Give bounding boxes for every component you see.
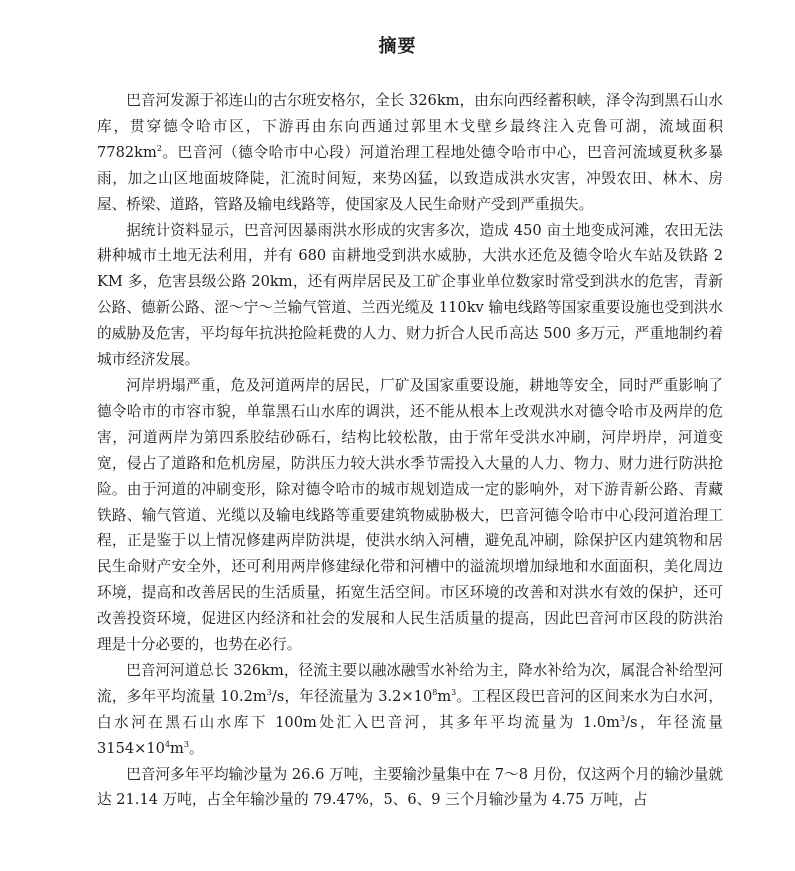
- paragraph: [97, 658, 723, 762]
- text-segment: 。巴音河（德令哈市中心段）河道治理工程地处德令哈市中心，巴音河流域夏秋多暴雨，加之山区地面坡降陡，汇流时间短，来势凶猛，以致造成洪水灾害，冲毁农田、林木、房屋、桥梁、道路，管路及输电线路等，使国家及人民生命财产受到严重损失。: [97, 143, 723, 213]
- text-segment: /s，年径流量为 3.2×10: [271, 687, 433, 705]
- page-title: 摘要: [378, 36, 417, 57]
- paragraph: [97, 218, 723, 373]
- paragraph: [97, 88, 723, 218]
- text-segment: m: [170, 739, 184, 757]
- text-segment: 。工程区段巴音河的区间来水为白水河，白水河在黑石山水库下 100m处汇入巴音河，其多年平均流量为 1.0m: [97, 687, 723, 731]
- abstract-body: [97, 88, 723, 813]
- text-segment: m: [437, 687, 452, 705]
- superscript: 2: [156, 143, 162, 153]
- text-segment: 河岸坍塌严重，危及河道两岸的居民，厂矿及国家重要设施，耕地等安全，同时严重影响了德令哈市的市容市貌，单靠黑石山水库的调洪，还不能从根本上改观洪水对德令哈市及两岸的危害，河道两岸为第四系胶结砂砾石，结构比较松散，由于常年受洪水冲刷，河岸坍岸，河道变宽，侵占了道路和危机房屋，防洪压力较大洪水季节需投入大量的人力、物力、财力进行防洪抢险。由于河道的冲刷变形，除对德令哈市的城市规划造成一定的影响外，对下游青新公路、青藏铁路、输气管道、光缆以及输电线路等重要建筑物威胁极大，巴音河德令哈市中心段河道治理工程，正是鉴于以上情况修建两岸防洪堤，使洪水纳入河槽，避免乱冲刷，除保护区内建筑物和居民生命财产安全外，还可利用两岸修建绿化带和河槽中的溢流坝增加绿地和水面面积，美化周边环境，提高和改善居民的生活质量，拓宽生活空间。市区环境的改善和对洪水有效的保护，还可改善投资环境，促进区内经济和社会的发展和人民生活质量的提高，因此巴音河市区段的防洪治理是十分必要的，也势在必行。: [97, 376, 723, 654]
- paragraph: [97, 762, 723, 814]
- text-segment: 。: [188, 739, 204, 757]
- paragraph: [97, 373, 723, 658]
- text-segment: 巴音河河道总长 326km，径流主要以融冰融雪水补给为主，降水补给为次，属混合补给型河流，多年平均流量 10.2m: [97, 661, 723, 705]
- superscript: 3: [451, 687, 457, 697]
- text-segment: 据统计资料显示，巴音河因暴雨洪水形成的灾害多次，造成 450 亩土地变成河滩，农田无法耕种城市土地无法利用，并有 680 亩耕地受到洪水威胁，大洪水还危及德令哈火车站及铁路 2 KM 多，危害县级公路 20km，还有两岸居民及工矿企事业单位数家时常受到洪水的危害，青新公路、德新公路、涩～宁～兰输气管道、兰西光缆及 110kv 输电线路等国家重要设施也受到洪水的威胁及危害，平均每年抗洪抢险耗费的人力、财力折合人民币高达 500 多万元，严重地制约着城市经济发展。: [97, 221, 723, 369]
- superscript: 8: [432, 687, 438, 697]
- superscript: 4: [164, 739, 171, 749]
- superscript: 3: [619, 713, 626, 723]
- text-segment: 巴音河发源于祁连山的古尔班安格尔，全长 326km，由东向西经蓄积峡，泽令沟到黑石山水库，贯穿德令哈市区，下游再由东向西通过郭里木戈壁乡最终注入克鲁可湖，流域面积 7782km: [97, 92, 723, 161]
- superscript: 3: [183, 739, 189, 749]
- superscript: 3: [266, 687, 272, 697]
- text-segment: 巴音河多年平均输沙量为 26.6 万吨，主要输沙量集中在 7～8 月份，仅这两个月的输沙量就达 21.14 万吨，占全年输沙量的 79.47%，5、6、9 三个月输沙量为 4.75 万吨，占: [97, 765, 723, 809]
- text-segment: /s，年径流量 3154×10: [97, 713, 723, 757]
